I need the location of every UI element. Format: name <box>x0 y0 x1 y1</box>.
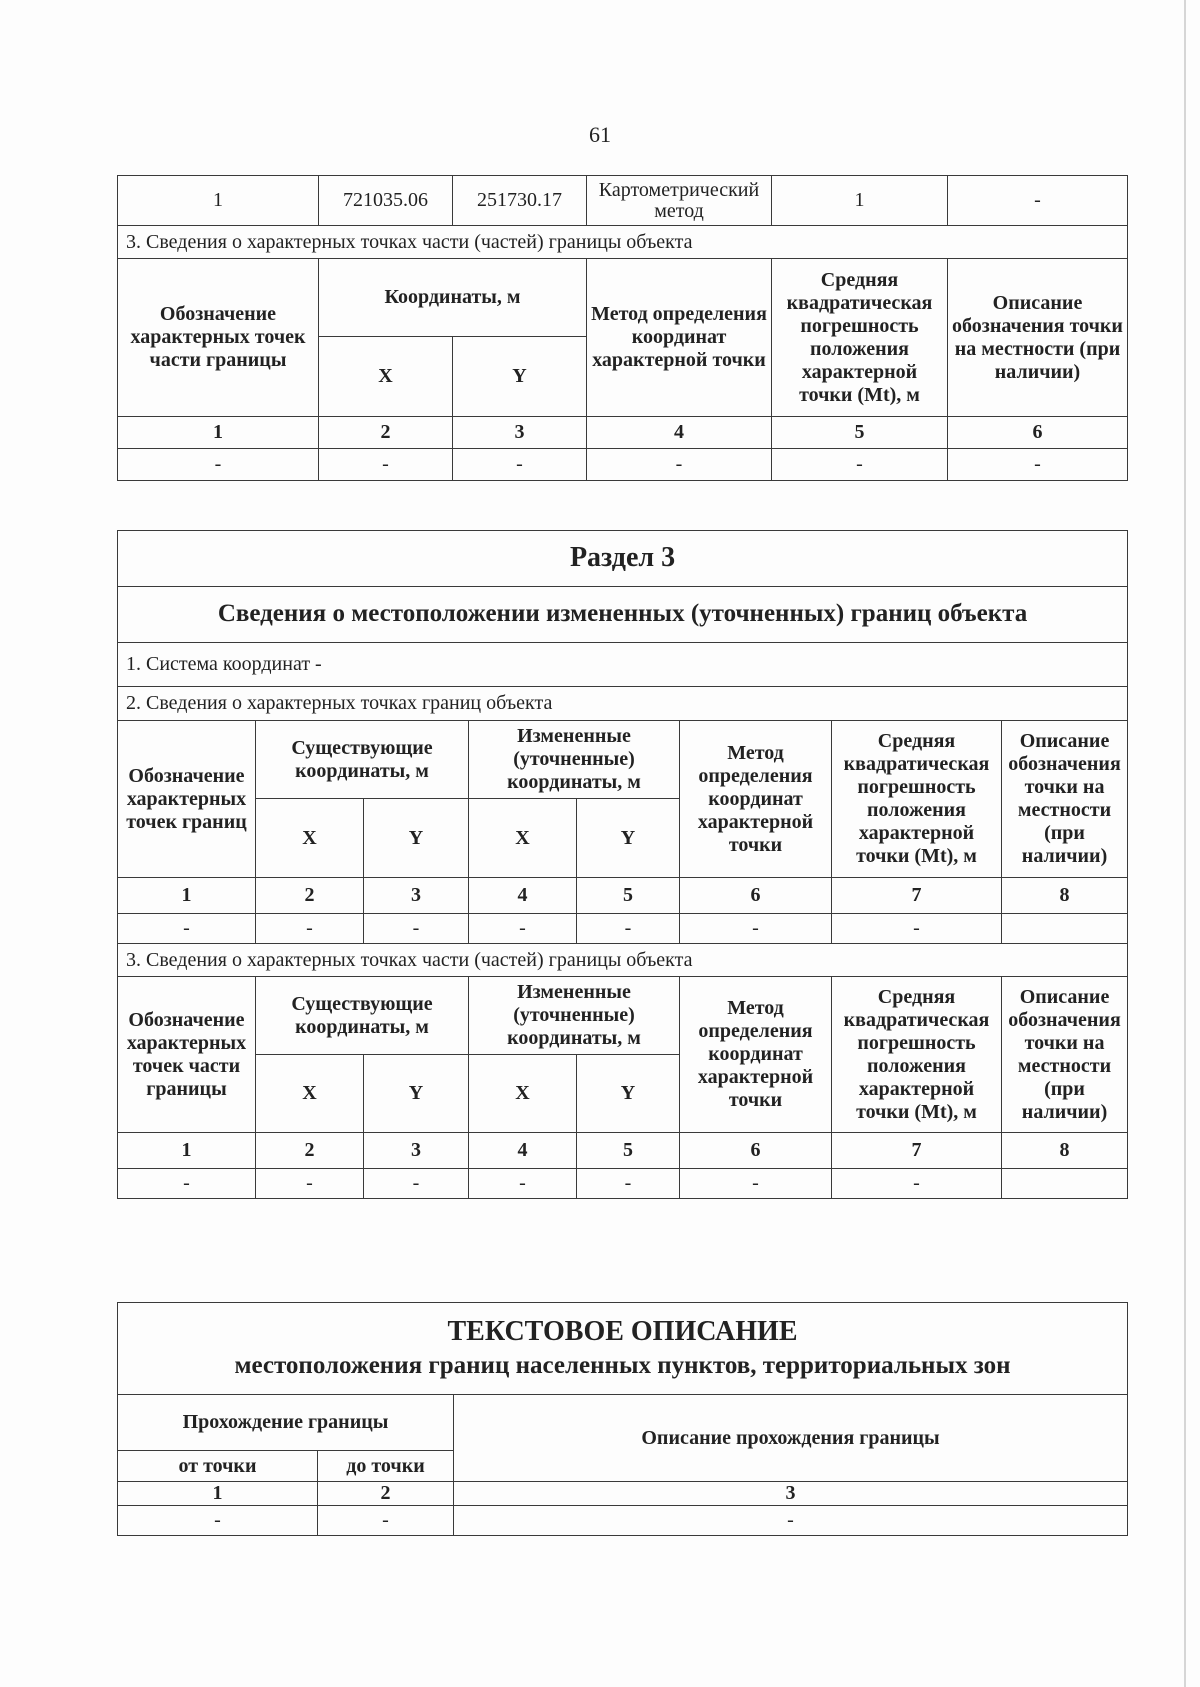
table-row <box>118 176 1128 226</box>
header-y: Y <box>364 799 469 878</box>
header-designation: Обозначение характерных точек части границы <box>118 259 319 417</box>
top-table <box>117 175 1128 481</box>
column-numbers-row <box>118 1133 1128 1169</box>
cell: - <box>680 1169 832 1199</box>
column-number: 3 <box>453 417 587 449</box>
description-value: - <box>948 176 1128 226</box>
table-row <box>118 914 1128 944</box>
column-numbers-row <box>118 878 1128 914</box>
cell: - <box>118 1506 318 1536</box>
part-points-heading: 3. Сведения о характерных точках части (частей) границы объекта <box>118 226 1128 259</box>
text-description-table <box>117 1302 1128 1536</box>
table-row <box>118 449 1128 481</box>
column-number: 1 <box>118 1133 256 1169</box>
column-number: 8 <box>1002 1133 1128 1169</box>
header-changed-coordinates: Измененные (уточненные) координаты, м <box>469 721 680 799</box>
cell: - <box>256 914 364 944</box>
column-numbers-row <box>118 417 1128 449</box>
cell <box>1002 1169 1128 1199</box>
cell: - <box>469 1169 577 1199</box>
column-number: 4 <box>587 417 772 449</box>
column-number: 7 <box>832 1133 1002 1169</box>
header-y: Y <box>364 1055 469 1133</box>
table-row <box>118 1169 1128 1199</box>
header-description: Описание обозначения точки на местности (при наличии) <box>948 259 1128 417</box>
section3-table <box>117 530 1128 1199</box>
column-number: 4 <box>469 878 577 914</box>
cell: - <box>832 1169 1002 1199</box>
header-x: X <box>469 1055 577 1133</box>
text-description-title: ТЕКСТОВОЕ ОПИСАНИЕ <box>447 1316 798 1348</box>
page-number: 61 <box>589 122 611 147</box>
cell: - <box>118 449 319 481</box>
column-number: 5 <box>577 1133 680 1169</box>
header-y: Y <box>577 799 680 878</box>
header-x: X <box>256 799 364 878</box>
column-number: 3 <box>364 1133 469 1169</box>
column-number: 6 <box>680 878 832 914</box>
cell: - <box>118 914 256 944</box>
header-to-point: до точки <box>318 1451 454 1482</box>
point-number: 1 <box>118 176 319 226</box>
header-x: X <box>319 337 453 417</box>
column-number: 1 <box>118 417 319 449</box>
column-number: 5 <box>577 878 680 914</box>
section-subtitle: Сведения о местоположении измененных (уточненных) границ объекта <box>118 587 1128 643</box>
error-value: 1 <box>772 176 948 226</box>
column-number: 4 <box>469 1133 577 1169</box>
header-passage-description: Описание прохождения границы <box>454 1395 1128 1482</box>
header-coordinates: Координаты, м <box>319 259 587 337</box>
header-error: Средняя квадратическая погрешность положения характерной точки (Mt), м <box>832 977 1002 1133</box>
column-number: 2 <box>319 417 453 449</box>
header-designation: Обозначение характерных точек части границы <box>118 977 256 1133</box>
column-number: 3 <box>364 878 469 914</box>
header-description: Описание обозначения точки на местности (при наличии) <box>1002 721 1128 878</box>
header-method: Метод определения координат характерной точки <box>680 721 832 878</box>
cell: - <box>948 449 1128 481</box>
header-method: Метод определения координат характерной точки <box>680 977 832 1133</box>
cell: - <box>118 1169 256 1199</box>
column-number: 2 <box>256 1133 364 1169</box>
part-points-heading: 3. Сведения о характерных точках части (частей) границы объекта <box>118 944 1128 977</box>
column-number: 3 <box>454 1482 1128 1506</box>
header-description: Описание обозначения точки на местности (при наличии) <box>1002 977 1128 1133</box>
method: Картометрический метод <box>587 176 772 226</box>
cell: - <box>469 914 577 944</box>
column-number: 7 <box>832 878 1002 914</box>
column-number: 1 <box>118 1482 318 1506</box>
cell <box>1002 914 1128 944</box>
column-number: 2 <box>318 1482 454 1506</box>
coord-x: 721035.06 <box>319 176 453 226</box>
cell: - <box>454 1506 1128 1536</box>
column-number: 5 <box>772 417 948 449</box>
cell: - <box>364 1169 469 1199</box>
header-x: X <box>256 1055 364 1133</box>
cell: - <box>772 449 948 481</box>
header-existing-coordinates: Существующие координаты, м <box>256 721 469 799</box>
header-error: Средняя квадратическая погрешность положения характерной точки (Mt), м <box>772 259 948 417</box>
cell: - <box>680 914 832 944</box>
column-numbers-row <box>118 1482 1128 1506</box>
header-designation: Обозначение характерных точек границ <box>118 721 256 878</box>
coordinate-system: 1. Система координат - <box>118 643 1128 687</box>
header-existing-coordinates: Существующие координаты, м <box>256 977 469 1055</box>
column-number: 6 <box>948 417 1128 449</box>
cell: - <box>587 449 772 481</box>
header-y: Y <box>577 1055 680 1133</box>
header-error: Средняя квадратическая погрешность положения характерной точки (Mt), м <box>832 721 1002 878</box>
cell: - <box>364 914 469 944</box>
cell: - <box>453 449 587 481</box>
cell: - <box>318 1506 454 1536</box>
header-y: Y <box>453 337 587 417</box>
column-number: 1 <box>118 878 256 914</box>
column-number: 2 <box>256 878 364 914</box>
cell: - <box>256 1169 364 1199</box>
header-passage: Прохождение границы <box>118 1395 454 1451</box>
column-number: 8 <box>1002 878 1128 914</box>
table-row <box>118 1506 1128 1536</box>
coord-y: 251730.17 <box>453 176 587 226</box>
page-edge <box>1184 0 1186 1687</box>
section-title: Раздел 3 <box>118 531 1128 587</box>
header-x: X <box>469 799 577 878</box>
cell: - <box>832 914 1002 944</box>
text-description-subtitle: местоположения границ населенных пунктов, территориальных зон <box>234 1352 1011 1380</box>
cell: - <box>577 1169 680 1199</box>
cell: - <box>577 914 680 944</box>
cell: - <box>319 449 453 481</box>
text-description-header <box>118 1303 1128 1395</box>
column-number: 6 <box>680 1133 832 1169</box>
header-method: Метод определения координат характерной точки <box>587 259 772 417</box>
header-changed-coordinates: Измененные (уточненные) координаты, м <box>469 977 680 1055</box>
boundary-points-heading: 2. Сведения о характерных точках границ объекта <box>118 687 1128 721</box>
header-from-point: от точки <box>118 1451 318 1482</box>
